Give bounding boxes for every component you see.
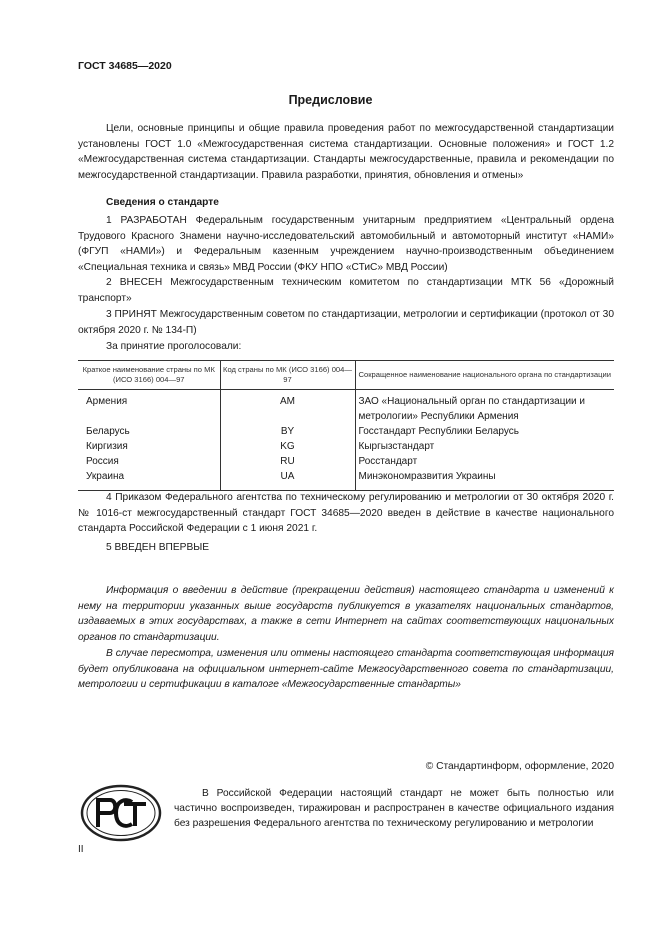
body-cell: Минэкономразвития Украины xyxy=(355,469,614,491)
body-cell: Госстандарт Республики Беларусь xyxy=(355,424,614,439)
country-cell: Киргизия xyxy=(86,441,128,452)
table-row xyxy=(78,469,614,491)
country-cell: Армения xyxy=(86,396,128,407)
paragraph-first-introduced: 5 ВВЕДЕН ВПЕРВЫЕ xyxy=(106,542,210,553)
table-header-code: Код страны по МК (ИСО 3166) 004—97 xyxy=(220,361,355,390)
table-row xyxy=(78,390,614,425)
country-cell: Украина xyxy=(86,471,125,482)
notice-text: В Российской Федерации настоящий стандарт не может быть полностью или частично воспроизведен, тиражирован и распространен в качестве официального издания без разрешения Федерального агентства по техническому регулированию и метрологии xyxy=(174,788,614,829)
table-header-body: Сокращенное наименование национального органа по стандартизации xyxy=(355,361,614,390)
rst-logo-icon xyxy=(80,784,162,847)
body-cell: Кыргызстандарт xyxy=(355,439,614,454)
code-cell: UA xyxy=(220,469,355,491)
code-cell: AM xyxy=(220,390,355,425)
info-paragraph-publication: Информация о введении в действие (прекращении действия) настоящего стандарта и изменений к нему на территории указанных выше государств публикуется в указателях национальных стандартов, издаваемых в этих государствах, а также в сети Интернет на сайтах соответствующих национальных органов по стандартизации. xyxy=(78,585,614,643)
reproduction-notice xyxy=(174,786,614,831)
table-header-country: Краткое наименование страны по МК (ИСО 3166) 004—97 xyxy=(78,361,220,390)
table-row xyxy=(78,439,614,454)
body-cell: ЗАО «Национальный орган по стандартизации и метрологии» Республики Армения xyxy=(355,390,614,425)
document-id: ГОСТ 34685—2020 xyxy=(78,60,172,72)
paragraph-adopted: 3 ПРИНЯТ Межгосударственным советом по стандартизации, метрологии и сертификации (протокол от 30 октября 2020 г. № 134-П) xyxy=(78,309,614,336)
page-number: II xyxy=(78,844,84,855)
body-cell: Росстандарт xyxy=(355,454,614,469)
table-row xyxy=(78,424,614,439)
voting-table xyxy=(78,360,614,491)
page-title: Предисловие xyxy=(288,93,373,107)
intro-paragraph: Цели, основные принципы и общие правила проведения работ по межгосударственной стандартизации установлены ГОСТ 1.0 «Межгосударственная система стандартизации. Основные положения» и ГОСТ 1.2 «Межгосударственная система стандартизации. Стандарты межгосударственные, правила и рекомендации по межгосударственной стандартизации. Правила разработки, принятия, обновления и отмены» xyxy=(78,123,614,181)
section-title: Сведения о стандарте xyxy=(106,197,219,208)
country-cell: Беларусь xyxy=(86,426,130,437)
table-row xyxy=(78,454,614,469)
paragraph-submitted: 2 ВНЕСЕН Межгосударственным техническим комитетом по стандартизации МТК 56 «Дорожный транспорт» xyxy=(78,277,614,304)
code-cell: RU xyxy=(220,454,355,469)
country-cell: Россия xyxy=(86,456,119,467)
paragraph-order: 4 Приказом Федерального агентства по техническому регулированию и метрологии от 30 октября 2020 г. № 1016-ст межгосударственный стандарт ГОСТ 34685—2020 введен в действие в качестве национального стандарта Российской Федерации с 1 июня 2021 г. xyxy=(78,492,614,534)
copyright-line: © Стандартинформ, оформление, 2020 xyxy=(425,761,614,772)
code-cell: KG xyxy=(220,439,355,454)
voted-label: За принятие проголосовали: xyxy=(106,341,242,352)
info-paragraph-revision: В случае пересмотра, изменения или отмены настоящего стандарта соответствующая информация будет опубликована на официальном интернет-сайте Межгосударственного совета по стандартизации, метрологии и сертификации в каталоге «Межгосударственные стандарты» xyxy=(78,648,614,690)
paragraph-developed: 1 РАЗРАБОТАН Федеральным государственным унитарным предприятием «Центральный ордена Трудового Красного Знамени научно-исследовательский автомобильный и автомоторный институт «НАМИ» (ФГУП «НАМИ») и Федеральным казенным учреждением научно-производственным объединением «Специальная техника и связь» МВД России (ФКУ НПО «СТиС» МВД России) xyxy=(78,215,614,273)
code-cell: BY xyxy=(220,424,355,439)
